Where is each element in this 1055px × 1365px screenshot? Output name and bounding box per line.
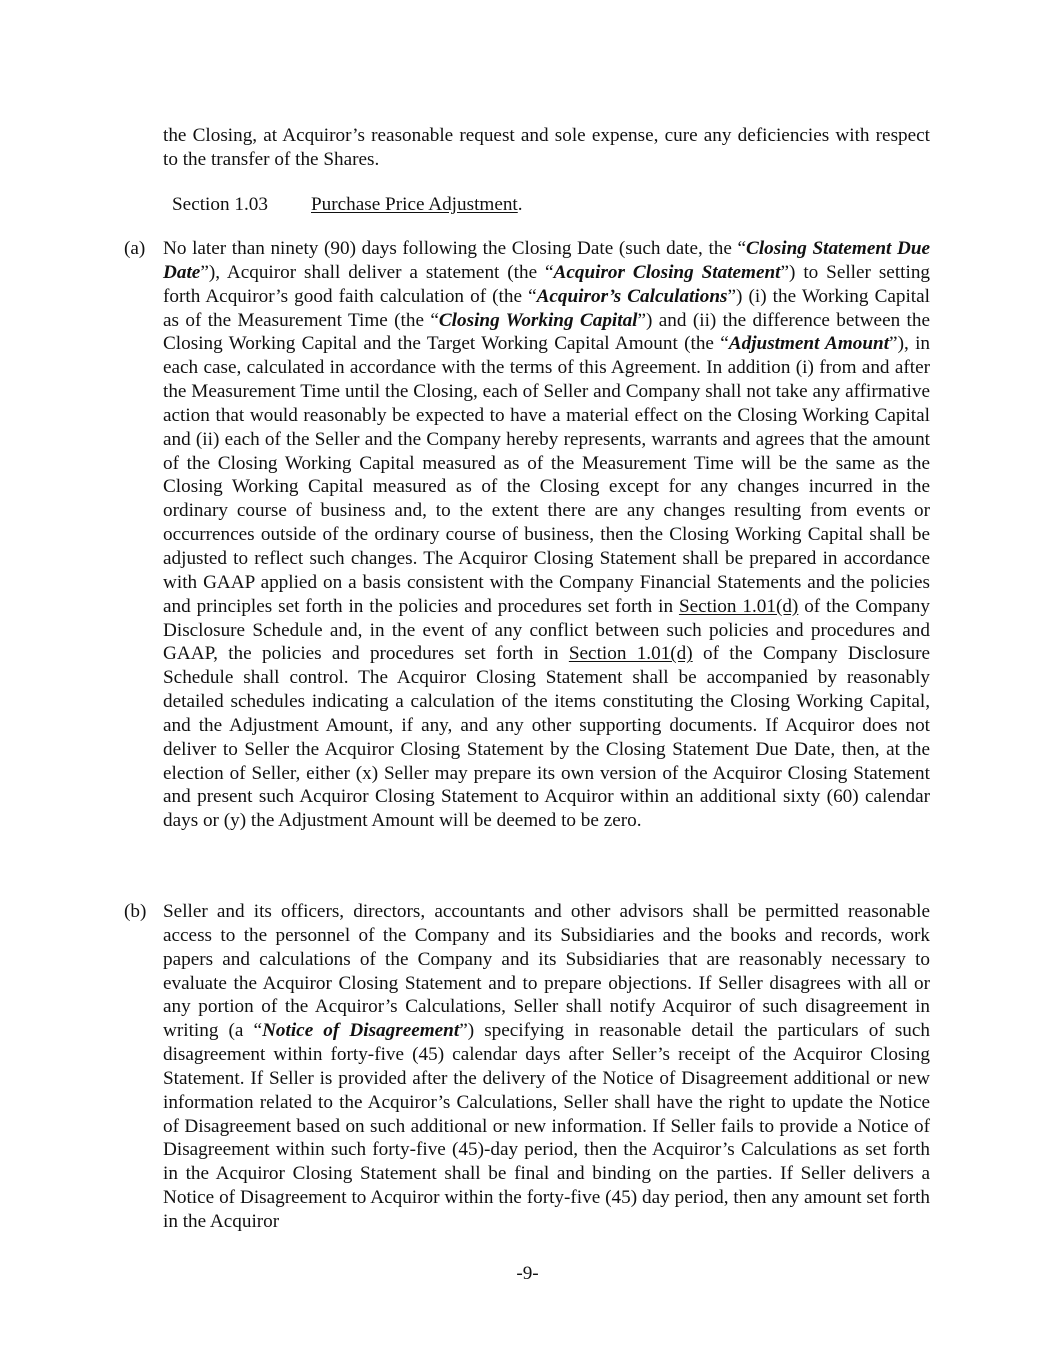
- item-a-text: of the Company Disclosure Schedule shall control. The Acquiror Closing Statement shall be accompanied by reasonably detailed schedules indicating a calculation of the items constituting the Closing Working Capital, and the Adjustment Amount, if any, and any other supporting documents. If Acquiror does not deliver to Seller the Acquiror Closing Statement by the Closing Statement Due Date, then, at the election of Seller, either (x) Seller may prepare its own version of the Acquiror Closing Statement and present such Acquiror Closing Statement to Acquiror within an additional sixty (60) calendar days or (y) the Adjustment Amount will be deemed to be zero.: [163, 643, 930, 832]
- defined-term-notice-of-disagreement: Notice of Disagreement: [262, 1020, 460, 1042]
- section-reference-link: Section 1.01(d): [568, 643, 693, 665]
- item-a-text: ”) to Seller setting forth Acquiror’s good faith calculation of (the “: [163, 261, 931, 307]
- item-b-paragraph: [163, 900, 930, 1234]
- item-a-text: ”), Acquiror shall deliver a statement (the “: [200, 261, 554, 283]
- section-title-period: .: [517, 194, 523, 215]
- item-b-text: Seller and its officers, directors, accountants and other advisors shall be permitted reasonable access to the personnel of the Company and its Subsidiaries and the books and records, work papers and calculations of the Company and its Subsidiaries that are reasonably necessary to evaluate the Acquiror Closing Statement and to prepare objections. If Seller disagrees with all or any portion of the Acquiror’s Calculations, Seller shall notify Acquiror of such disagreement in writing (a “: [163, 901, 930, 1042]
- section-number: Section 1.03: [172, 194, 268, 215]
- page-number: -9-: [516, 1263, 539, 1284]
- section-title: Purchase Price Adjustment: [311, 194, 518, 215]
- item-b-label: (b): [124, 901, 147, 922]
- item-a-text: ”) and (ii) the difference between the Closing Working Capital and the Target Working Capital Amount (the “: [163, 309, 930, 355]
- defined-term-closing-working-capital: Closing Working Capital: [438, 309, 638, 331]
- item-b-text: ”) specifying in reasonable detail the particulars of such disagreement within forty-five (45) calendar days after Seller’s receipt of the Acquiror Closing Statement. If Seller is provided after the delivery of the Notice of Disagreement additional or new information related to the Acquiror’s Calculations, Seller shall have the right to update the Notice of Disagreement based on such additional or new information. If Seller fails to provide a Notice of Disagreement within such forty-five (45)-day period, then the Acquiror’s Calculations as set forth in the Acquiror Closing Statement shall be final and binding on the parties. If Seller delivers a Notice of Disagreement to Acquiror within the forty-five (45) day period, then any amount set forth in the Acquiror: [163, 1020, 930, 1232]
- defined-term-acquirors-calculations: Acquiror’s Calculations: [536, 285, 728, 307]
- defined-term-closing-statement-due-date: Closing Statement Due Date: [163, 238, 931, 283]
- item-a-paragraph: [163, 237, 930, 833]
- item-a-text: of the Company Disclosure Schedule and, in the event of any conflict between such policies and procedures and GAAP, the policies and procedures set forth in: [163, 595, 930, 665]
- defined-term-adjustment-amount: Adjustment Amount: [728, 333, 890, 355]
- item-a-text: No later than ninety (90) days following the Closing Date (such date, the “: [163, 238, 747, 259]
- section-reference-link: Section 1.01(d): [678, 595, 799, 617]
- item-a-text: ”), in each case, calculated in accordance with the terms of this Agreement. In addition (i) from and after the Measurement Time until the Closing, each of Seller and Company shall not take any affirmative action that would reasonably be expected to have a material effect on the Closing Working Capital and (ii) each of the Seller and the Company hereby represents, warrants and agrees that the amount of the Closing Working Capital measured as of the Measurement Time will be the same as the Closing Working Capital measured as of the Closing except for any changes incurred in the ordinary course of business and, to the extent there are any changes resulting from events or occurrences outside of the ordinary course of business, then the Closing Working Capital shall be adjusted to reflect such changes. The Acquiror Closing Statement shall be prepared in accordance with GAAP applied on a basis consistent with the Company Financial Statements and the policies and principles set forth in the policies and procedures set forth in: [163, 333, 930, 617]
- item-a-text: ”) (i) the Working Capital as of the Measurement Time (the “: [163, 285, 930, 331]
- continuation-paragraph: the Closing, at Acquiror’s reasonable request and sole expense, cure any deficiencies with respect to the transfer of the Shares.: [163, 125, 930, 170]
- section-heading: [172, 193, 523, 217]
- defined-term-acquiror-closing-statement: Acquiror Closing Statement: [553, 261, 781, 283]
- item-a-label: (a): [124, 238, 146, 259]
